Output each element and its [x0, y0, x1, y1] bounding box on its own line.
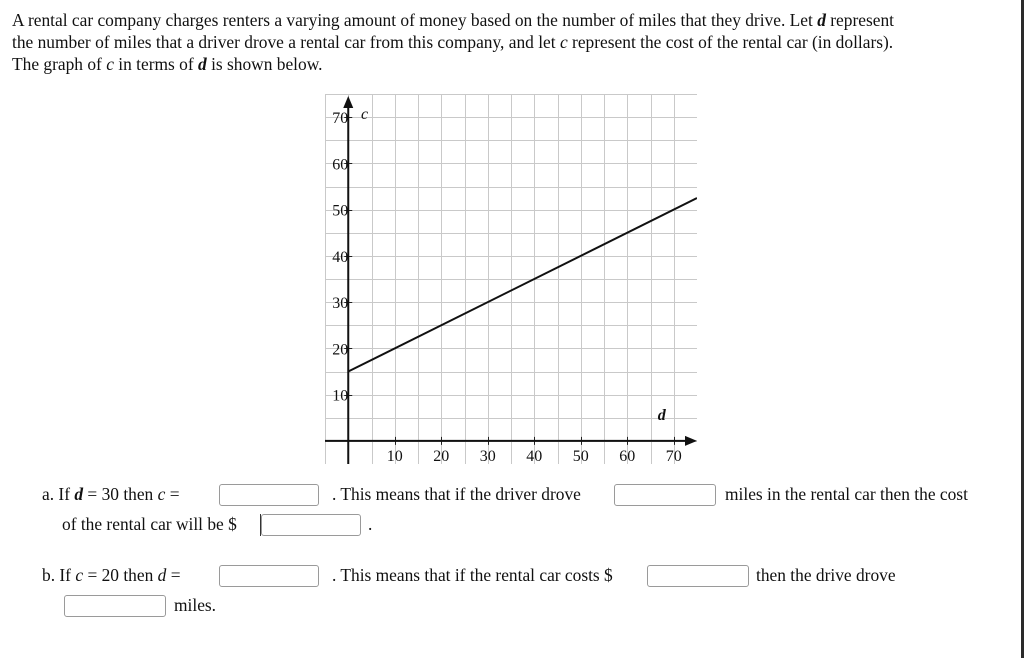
question-a-period: . [368, 514, 373, 534]
answer-b-cost-input[interactable] [647, 565, 749, 587]
y-tick-label: 20 [332, 341, 349, 359]
y-tick-label: 30 [332, 295, 349, 313]
x-tick-label: 30 [479, 447, 496, 464]
x-tick-label: 40 [526, 447, 543, 464]
problem-statement [12, 9, 1012, 75]
x-tick-label: 70 [665, 447, 682, 464]
y-tick-label: 10 [332, 387, 349, 405]
answer-a-miles-input[interactable] [614, 484, 716, 506]
answer-a-c-input[interactable] [219, 484, 319, 506]
y-tick-label: 50 [332, 202, 349, 220]
problem-line-3: The graph of c in terms of d is shown below. [12, 54, 323, 74]
question-b-line-1: b. If c = 20 then d = [42, 565, 181, 585]
question-b-line-2: miles. [174, 595, 217, 615]
problem-line-2: the number of miles that a driver drove a rental car from this company, and let c represent the cost of the rental car (in dollars). [12, 32, 894, 52]
y-axis-label: c [360, 106, 369, 124]
cost-vs-miles-graph [325, 94, 697, 464]
answer-a-cost-input[interactable] [261, 514, 361, 536]
x-tick-label: 20 [433, 447, 450, 464]
x-tick-label: 50 [572, 447, 589, 464]
question-a-explanation: . This means that if the driver drove [332, 484, 581, 504]
x-tick-label: 10 [386, 447, 403, 464]
question-a-line-1: a. If d = 30 then c = [42, 484, 180, 504]
y-tick-label: 60 [332, 156, 349, 174]
question-a-continuation: miles in the rental car then the cost [725, 484, 968, 504]
x-axis-arrow [685, 436, 697, 446]
y-tick-label: 40 [332, 248, 349, 266]
answer-b-d-input[interactable] [219, 565, 319, 587]
x-tick-label: 60 [619, 447, 636, 464]
cost-line [348, 198, 697, 371]
problem-line-1: A rental car company charges renters a varying amount of money based on the number of miles that they drive. Let d represent [12, 10, 894, 30]
question-b-continuation: then the drive drove [756, 565, 896, 585]
y-tick-label: 70 [332, 110, 349, 128]
y-axis-arrow [343, 96, 353, 108]
question-b-explanation: . This means that if the rental car costs $ [332, 565, 613, 585]
answer-b-miles-input[interactable] [64, 595, 166, 617]
question-a-line-2: of the rental car will be $ [62, 514, 237, 534]
x-axis-label: d [657, 406, 666, 424]
